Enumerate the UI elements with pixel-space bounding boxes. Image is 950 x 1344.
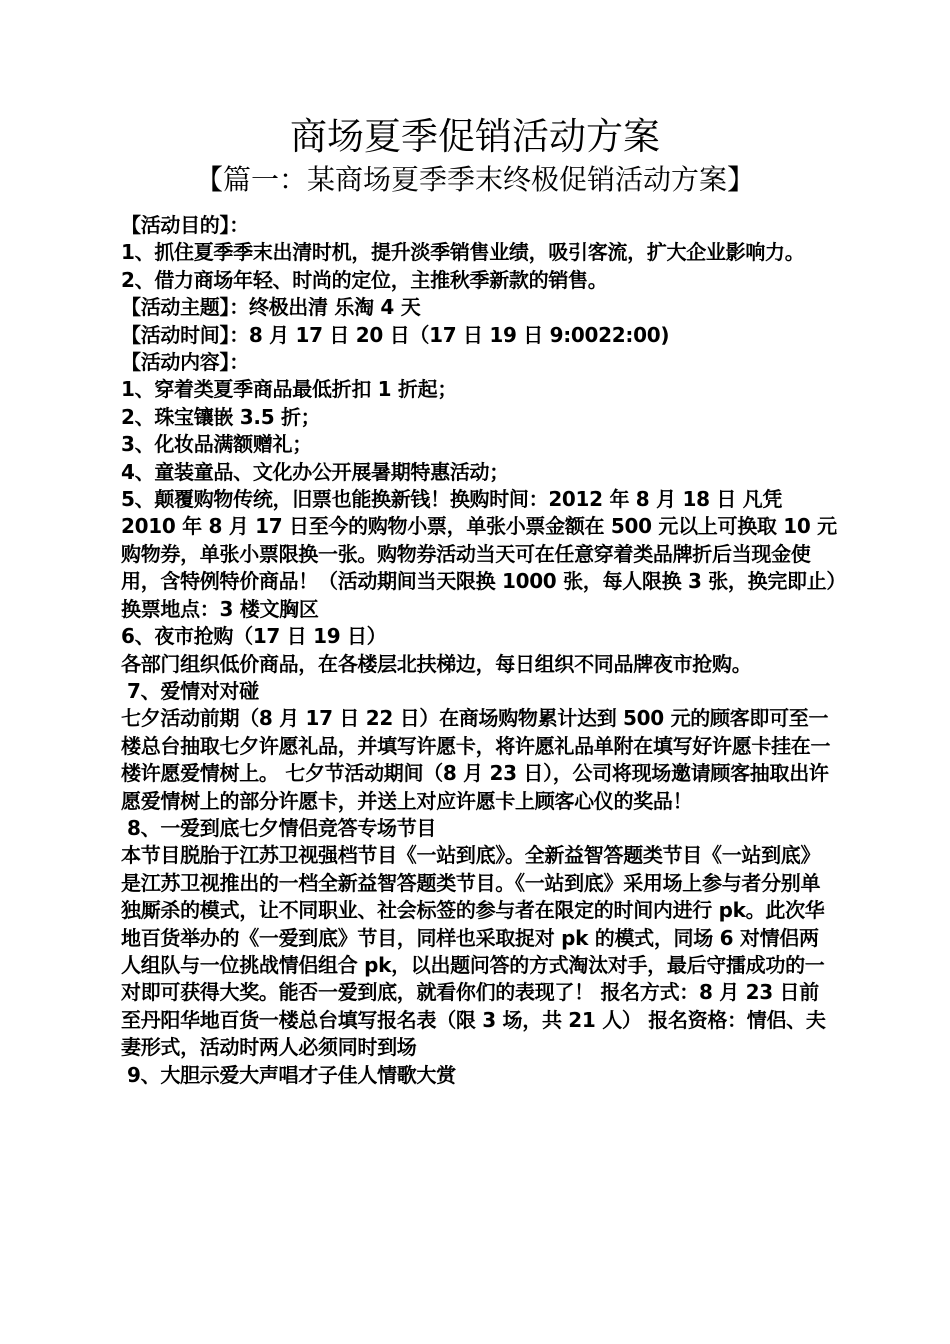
list-item: 1、穿着类夏季商品最低折扣 1 折起；	[121, 377, 458, 402]
section-heading-purpose: 【活动目的】：	[121, 213, 249, 237]
document-title: 商场夏季促销活动方案	[290, 115, 660, 158]
list-item: 8、一爱到底七夕情侣竞答专场节目	[127, 815, 437, 840]
paragraph: 本节目脱胎于江苏卫视强档节目《一站到底》。全新益智答题类节目《一站到底》是江苏卫视推出的一档全新益智答题类节目。《一站到底》采用场上参与者分别单独厮杀的模式，让不同职业、社会标签的参与者在限定的时间内进行 pk。此次华地百货举办的《一爱到底》节目，同样也采取捉对 pk 的模式，同场 6 对情侣两人组队与一位挑战情侣组合 pk，以出题问答的方式淘汰对手，最后守擂成功的一对即可获得大奖。能否一爱到底，就看你们的表现了！ 报名方式：8 月 23 日前至丹阳华地百货一楼总台填写报名表（限 3 场，共 21 人） 报名资格：情侣、夫妻形式，活动时两人必须同时到场	[121, 843, 826, 1060]
paragraph: 七夕活动前期（8 月 17 日 22 日）在商场购物累计达到 500 元的顾客即可至一楼总台抽取七夕许愿礼品，并填写许愿卡，将许愿礼品单附在填写好许愿卡挂在一楼许愿爱情树上。 七夕节活动期间（8 月 23 日），公司将现场邀请顾客抽取出许愿爱情树上的部分许愿卡，并送上对应许愿卡上顾客心仪的奖品！	[121, 706, 831, 813]
section-heading-content: 【活动内容】：	[121, 350, 249, 375]
section-heading-time: 【活动时间】：8 月 17 日 20 日（17 日 19 日 9:0022:00)	[121, 322, 670, 347]
list-item: 9、大胆示爱大声唱才子佳人情歌大赏	[127, 1062, 456, 1087]
list-item: 5、颠覆购物传统，旧票也能换新钱！换购时间：2012 年 8 月 18 日 凡凭 2010 年 8 月 17 日至今的购物小票，单张小票金额在 500 元以上可换取 10 元购物券，单张小票限换一张。购物券活动当天可在任意穿着类品牌折后当现金使用，含特例特价商品！（活动期间当天限换 1000 张，每人限换 3 张，换完即止）换票地点：3 楼文胸区	[121, 487, 837, 621]
document-body	[115, 212, 837, 1089]
list-item: 2、珠宝镶嵌 3.5 折；	[121, 404, 321, 429]
list-item: 4、童装童品、文化办公开展暑期特惠活动；	[121, 459, 509, 484]
document-subtitle: 【篇一：某商场夏季季末终极促销活动方案】	[194, 163, 755, 196]
paragraph: 2、借力商场年轻、时尚的定位，主推秋季新款的销售。	[121, 267, 608, 292]
list-item: 6、夜市抢购（17 日 19 日）	[121, 624, 387, 649]
list-item: 3、化妆品满额赠礼；	[121, 432, 312, 457]
list-item: 7、爱情对对碰	[127, 678, 259, 703]
paragraph: 1、抓住夏季季末出清时机，提升淡季销售业绩，吸引客流，扩大企业影响力。	[121, 240, 805, 265]
paragraph: 各部门组织低价商品，在各楼层北扶梯边，每日组织不同品牌夜市抢购。	[121, 651, 752, 676]
section-heading-theme: 【活动主题】：终极出清 乐淘 4 天	[121, 295, 421, 320]
